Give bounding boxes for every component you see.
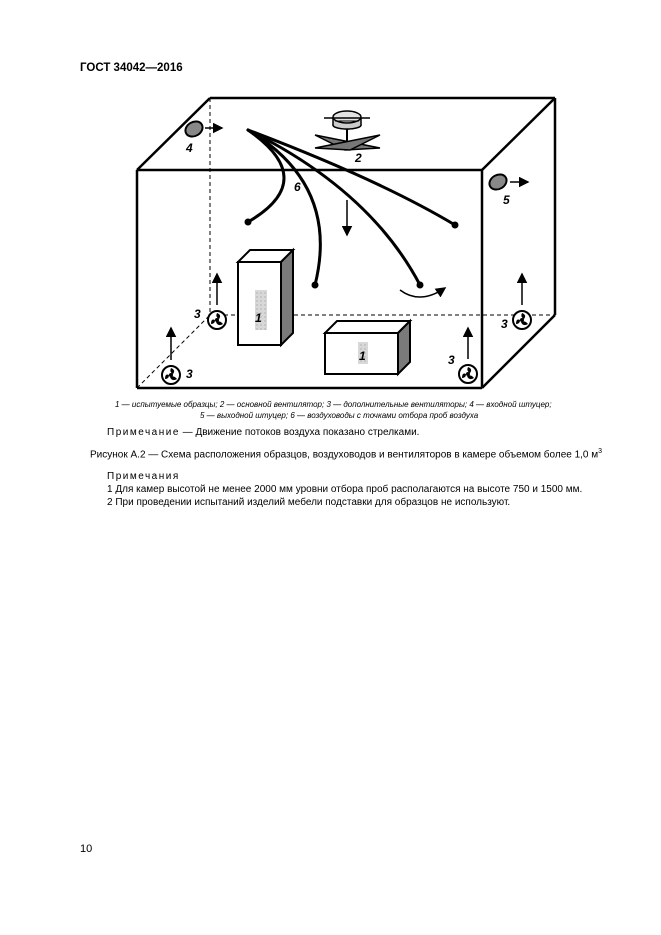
aux-fan-back-right: [513, 274, 531, 329]
figure-note: [107, 427, 419, 438]
document-header: ГОСТ 34042—2016: [80, 62, 183, 74]
note-text: — Движение потоков воздуха показано стрелками.: [179, 427, 420, 438]
aux-fan-front-left: [162, 328, 180, 384]
legend-line-1: 1 — испытуемые образцы; 2 — основной вентилятор; 3 — дополнительные вентиляторы; 4 — входной штуцер;: [115, 400, 552, 409]
outlet-fitting: [487, 171, 528, 192]
legend-line-2: 5 — выходной штуцер; 6 — воздуховоды с точками отбора проб воздуха: [200, 411, 479, 420]
label-aux-fan: 3: [448, 353, 455, 367]
aux-fan-back-left: [208, 311, 226, 329]
label-sample-flat: 1: [359, 349, 366, 363]
aux-fan-front-right: [459, 328, 477, 383]
label-outlet: 5: [503, 193, 510, 207]
inlet-fitting: [183, 118, 222, 139]
label-aux-fan: 3: [194, 307, 201, 321]
label-aux-fan: 3: [186, 367, 193, 381]
label-duct: 6: [294, 180, 301, 194]
label-main-fan: 2: [355, 151, 362, 165]
page-number: 10: [80, 843, 93, 855]
note-item: 2 При проведении испытаний изделий мебели подставки для образцов не используют.: [107, 497, 511, 508]
label-sample-tall: 1: [255, 311, 262, 325]
main-fan: [315, 111, 380, 150]
figure-caption: Рисунок А.2 — Схема расположения образцов, воздуховодов и вентиляторов в камере объемом более 1,0 $м^3$: [90, 448, 603, 461]
label-inlet: 4: [186, 141, 193, 155]
note-prefix: Примечание: [107, 427, 180, 438]
label-aux-fan: 3: [501, 317, 508, 331]
chamber-diagram: [0, 0, 661, 400]
sample-tall: [238, 250, 293, 345]
notes-title: Примечания: [107, 471, 180, 482]
sample-flat: [325, 321, 410, 374]
note-item: 1 Для камер высотой не менее 2000 мм уровни отбора проб располагаются на высоте 750 и 1500 мм.: [107, 484, 583, 495]
